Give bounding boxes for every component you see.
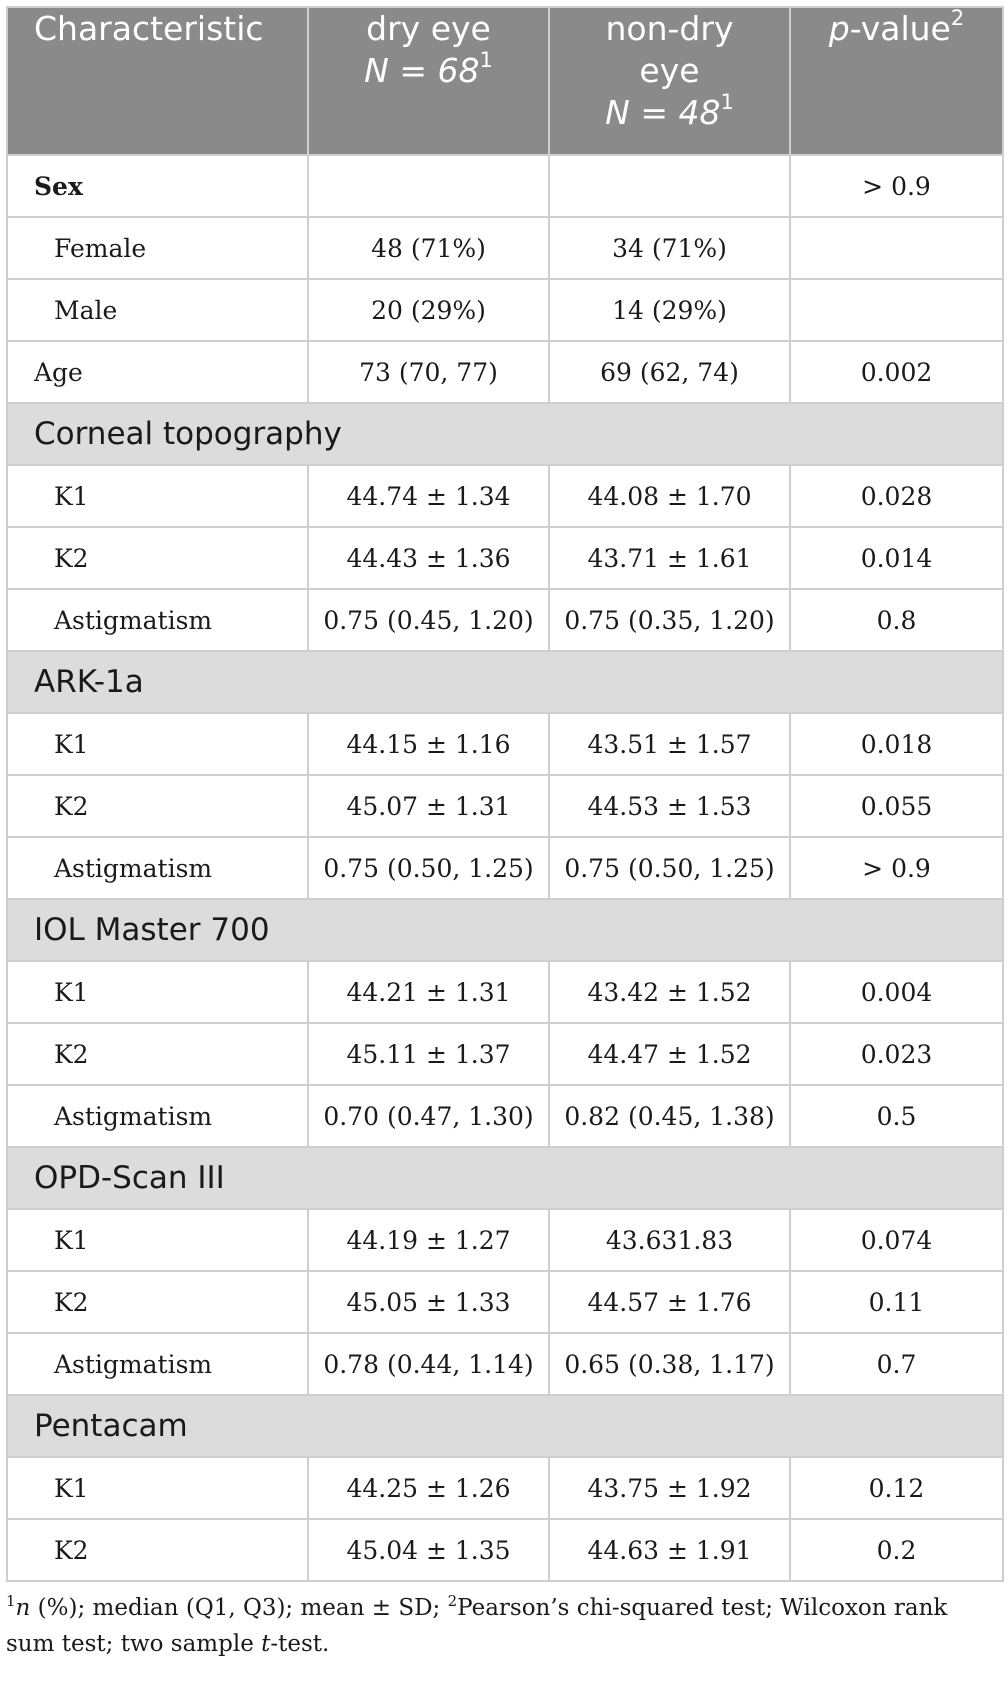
table-row <box>7 279 1003 341</box>
row-label: Astigmatism <box>7 1333 308 1395</box>
table-row <box>7 217 1003 279</box>
row-label: K1 <box>7 1457 308 1519</box>
section-header-row <box>7 1147 1003 1209</box>
p-value: > 0.9 <box>790 155 1003 217</box>
section-title: IOL Master 700 <box>7 899 1003 961</box>
non-dry-eye-value: 43.42 ± 1.52 <box>549 961 790 1023</box>
table-row <box>7 961 1003 1023</box>
non-dry-eye-value: 0.75 (0.35, 1.20) <box>549 589 790 651</box>
non-dry-eye-value: 44.53 ± 1.53 <box>549 775 790 837</box>
non-dry-eye-value: 0.65 (0.38, 1.17) <box>549 1333 790 1395</box>
row-label: K2 <box>7 1023 308 1085</box>
row-label: Female <box>7 217 308 279</box>
header-non-dry-n-sup: 1 <box>720 90 734 114</box>
header-p-sup: 2 <box>950 6 965 30</box>
dry-eye-value: 44.74 ± 1.34 <box>308 465 549 527</box>
header-p-value <box>790 7 1003 155</box>
p-value: 0.2 <box>790 1519 1003 1581</box>
non-dry-eye-value <box>549 155 790 217</box>
table-row <box>7 1519 1003 1581</box>
dry-eye-value: 44.19 ± 1.27 <box>308 1209 549 1271</box>
table-row <box>7 775 1003 837</box>
table-footnote <box>6 1590 1002 1662</box>
non-dry-eye-value: 43.75 ± 1.92 <box>549 1457 790 1519</box>
header-p-italic: p <box>828 9 850 48</box>
row-label: K2 <box>7 1519 308 1581</box>
row-label: Astigmatism <box>7 589 308 651</box>
header-dry-eye-n-sup: 1 <box>479 48 493 72</box>
non-dry-eye-value: 44.08 ± 1.70 <box>549 465 790 527</box>
table-row <box>7 527 1003 589</box>
row-label: K2 <box>7 775 308 837</box>
dry-eye-value: 44.15 ± 1.16 <box>308 713 549 775</box>
row-label: K2 <box>7 1271 308 1333</box>
row-label: K1 <box>7 961 308 1023</box>
row-label: Astigmatism <box>7 1085 308 1147</box>
header-p-rest: -value <box>849 9 951 48</box>
footnote-part-2: Pearson’s chi-squared test; Wilcoxon rank sum test; two sample <box>6 1595 948 1657</box>
table-row <box>7 837 1003 899</box>
section-title: Pentacam <box>7 1395 1003 1457</box>
section-title: OPD-Scan III <box>7 1147 1003 1209</box>
row-label: K2 <box>7 527 308 589</box>
section-header-row <box>7 1395 1003 1457</box>
non-dry-eye-value: 44.47 ± 1.52 <box>549 1023 790 1085</box>
non-dry-eye-value: 44.57 ± 1.76 <box>549 1271 790 1333</box>
row-label: K1 <box>7 713 308 775</box>
p-value: 0.12 <box>790 1457 1003 1519</box>
table-row <box>7 465 1003 527</box>
p-value: 0.023 <box>790 1023 1003 1085</box>
p-value: 0.018 <box>790 713 1003 775</box>
table-row <box>7 589 1003 651</box>
p-value: > 0.9 <box>790 837 1003 899</box>
table-row <box>7 1333 1003 1395</box>
non-dry-eye-value: 34 (71%) <box>549 217 790 279</box>
non-dry-eye-value: 43.71 ± 1.61 <box>549 527 790 589</box>
table-row <box>7 1023 1003 1085</box>
section-header-row <box>7 651 1003 713</box>
row-label: Astigmatism <box>7 837 308 899</box>
table-row <box>7 155 1003 217</box>
non-dry-eye-value: 0.75 (0.50, 1.25) <box>549 837 790 899</box>
table-row <box>7 713 1003 775</box>
p-value: 0.5 <box>790 1085 1003 1147</box>
dry-eye-value <box>308 155 549 217</box>
p-value: 0.074 <box>790 1209 1003 1271</box>
section-header-row <box>7 899 1003 961</box>
footnote-part-1: (%); median (Q1, Q3); mean ± SD; <box>30 1595 448 1621</box>
dry-eye-value: 48 (71%) <box>308 217 549 279</box>
dry-eye-value: 44.21 ± 1.31 <box>308 961 549 1023</box>
row-label: Age <box>7 341 308 403</box>
table-container <box>6 6 1002 1662</box>
dry-eye-value: 44.25 ± 1.26 <box>308 1457 549 1519</box>
footnote-t-italic: t <box>261 1631 271 1657</box>
row-label: K1 <box>7 465 308 527</box>
footnote-n-italic: n <box>15 1595 31 1621</box>
table-row <box>7 1271 1003 1333</box>
p-value: 0.7 <box>790 1333 1003 1395</box>
dry-eye-value: 0.70 (0.47, 1.30) <box>308 1085 549 1147</box>
header-characteristic <box>7 7 308 155</box>
table-header <box>7 7 1003 155</box>
table-body <box>7 155 1003 1581</box>
dry-eye-value: 45.04 ± 1.35 <box>308 1519 549 1581</box>
p-value: 0.002 <box>790 341 1003 403</box>
footnote-sup-2: 2 <box>447 1592 458 1610</box>
non-dry-eye-value: 14 (29%) <box>549 279 790 341</box>
footnote-part-3: -test. <box>270 1631 330 1657</box>
dry-eye-value: 20 (29%) <box>308 279 549 341</box>
characteristics-table <box>6 6 1004 1582</box>
dry-eye-value: 0.78 (0.44, 1.14) <box>308 1333 549 1395</box>
dry-eye-value: 0.75 (0.50, 1.25) <box>308 837 549 899</box>
header-row <box>7 7 1003 155</box>
header-non-dry-label-2: eye <box>639 51 700 90</box>
non-dry-eye-value: 43.631.83 <box>549 1209 790 1271</box>
section-title: ARK-1a <box>7 651 1003 713</box>
dry-eye-value: 45.11 ± 1.37 <box>308 1023 549 1085</box>
table-row <box>7 1209 1003 1271</box>
table-row <box>7 1085 1003 1147</box>
row-label: K1 <box>7 1209 308 1271</box>
p-value: 0.055 <box>790 775 1003 837</box>
section-title: Corneal topography <box>7 403 1003 465</box>
dry-eye-value: 44.43 ± 1.36 <box>308 527 549 589</box>
non-dry-eye-value: 43.51 ± 1.57 <box>549 713 790 775</box>
header-non-dry-n <box>550 92 789 134</box>
p-value: 0.014 <box>790 527 1003 589</box>
row-label: Sex <box>7 155 308 217</box>
non-dry-eye-value: 69 (62, 74) <box>549 341 790 403</box>
dry-eye-value: 0.75 (0.45, 1.20) <box>308 589 549 651</box>
dry-eye-value: 45.05 ± 1.33 <box>308 1271 549 1333</box>
header-dry-eye-n-text: N = 68 <box>364 51 480 90</box>
header-dry-eye-n <box>309 50 548 92</box>
p-value: 0.8 <box>790 589 1003 651</box>
table-row <box>7 1457 1003 1519</box>
p-value <box>790 217 1003 279</box>
header-non-dry-eye <box>549 7 790 155</box>
p-value: 0.004 <box>790 961 1003 1023</box>
dry-eye-value: 45.07 ± 1.31 <box>308 775 549 837</box>
footnote-sup-1: 1 <box>6 1592 16 1610</box>
section-header-row <box>7 403 1003 465</box>
header-characteristic-text: Characteristic <box>34 9 264 48</box>
header-non-dry-label-1: non-dry <box>605 9 734 48</box>
header-dry-eye-label: dry eye <box>366 9 491 48</box>
p-value: 0.11 <box>790 1271 1003 1333</box>
non-dry-eye-value: 0.82 (0.45, 1.38) <box>549 1085 790 1147</box>
non-dry-eye-value: 44.63 ± 1.91 <box>549 1519 790 1581</box>
p-value <box>790 279 1003 341</box>
dry-eye-value: 73 (70, 77) <box>308 341 549 403</box>
header-non-dry-n-text: N = 48 <box>605 93 721 132</box>
header-dry-eye <box>308 7 549 155</box>
row-label: Male <box>7 279 308 341</box>
table-row <box>7 341 1003 403</box>
p-value: 0.028 <box>790 465 1003 527</box>
